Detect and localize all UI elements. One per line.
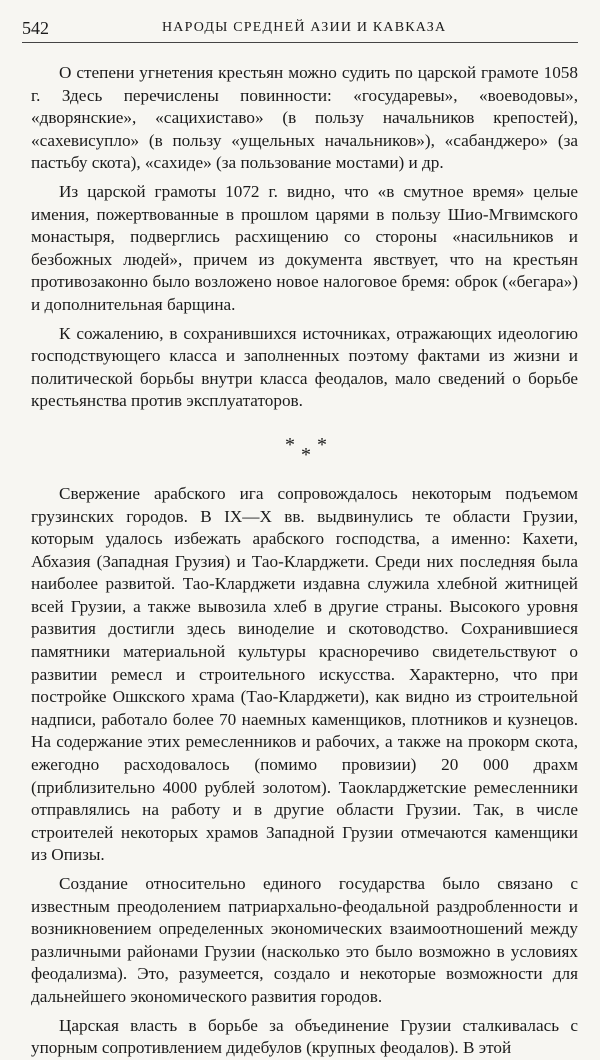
- separator-star: *: [317, 433, 327, 456]
- paragraph-2: Из царской грамоты 1072 г. видно, что «в смутное время» целые имения, пожертвованные в прошлом царями в пользу Шио-Мгвимского монастыря, подверглись расхищению со стороны «насильников и безбожных людей», причем из документа явствует, что на крестьян противозаконно было возложено новое налоговое бремя: оброк («бегара») и дополнительная барщина.: [31, 181, 578, 314]
- page-header: [22, 14, 578, 40]
- header-rule: [22, 42, 578, 43]
- running-title: НАРОДЫ СРЕДНЕЙ АЗИИ И КАВКАЗА: [162, 20, 447, 35]
- page-number: 542: [22, 18, 49, 38]
- paragraph-3: К сожалению, в сохранившихся источниках, отражающих идеологию господствующего класса и заполненных поэтому фактами из жизни и политической борьбы внутри класса феодалов, мало сведений о борьбе крестьянства против эксплуататоров.: [31, 323, 578, 411]
- paragraph-5: Создание относительно единого государства было связано с известным преодолением патриархально-феодальной раздробленности и возникновением определенных экономических взаимоотношений между различными районами Грузии (насколько это было возможно в условиях феодализма). Это, разумеется, создало и некоторые возможности для дальнейшего экономического развития городов.: [31, 874, 578, 1006]
- paragraph-6: Царская власть в борьбе за объединение Грузии сталкивалась с упорным сопротивлением дидебулов (крупных феодалов). В этой: [31, 1015, 578, 1058]
- paragraph-1: О степени угнетения крестьян можно судить по царской грамоте 1058 г. Здесь перечислены повинности: «государевы», «воеводовы», «дворянские», «сацихиставо» (в пользу начальников крепостей), «сахевисупло» (в пользу «ущельных начальников»), «сабанджеро» (за пастьбу скота), «сахиде» (за пользование мостами) и др.: [31, 63, 578, 173]
- section-separator: [31, 413, 578, 483]
- separator-star: *: [301, 443, 311, 466]
- page-body: [31, 62, 578, 1060]
- separator-star: *: [285, 433, 295, 456]
- paragraph-4: Свержение арабского ига сопровождалось некоторым подъемом грузинских городов. В IX—X вв. выдвинулись те области Грузии, которым удалось избежать арабского господства, а именно: Кахети, Абхазия (Западная Грузия) и Тао-Кларджети. Среди них последняя была наиболее развитой. Тао-Кларджети издавна служила хлебной житницей всей Грузии, а также вывозила хлеб в другие страны. Высокого уровня развития достигли здесь виноделие и скотоводство. Сохранившиеся памятники материальной культуры красноречиво свидетельствуют о развитии ремесл и строительного искусства. Характерно, что при постройке Ошкского храма (Тао-Кларджети), как видно из строительной надписи, работало более 70 наемных каменщиков, плотников и кузнецов. На содержание этих ремесленников и рабочих, а также на прокорм скота, ежегодно расходовалось (помимо провизии) 20 000 драхм (приблизительно 4000 рублей золотом). Таокларджетские ремесленники отправлялись на работу и в другие области Грузии. Так, в числе строителей некоторых храмов Западной Грузии отмечаются каменщики из Опизы.: [31, 483, 578, 865]
